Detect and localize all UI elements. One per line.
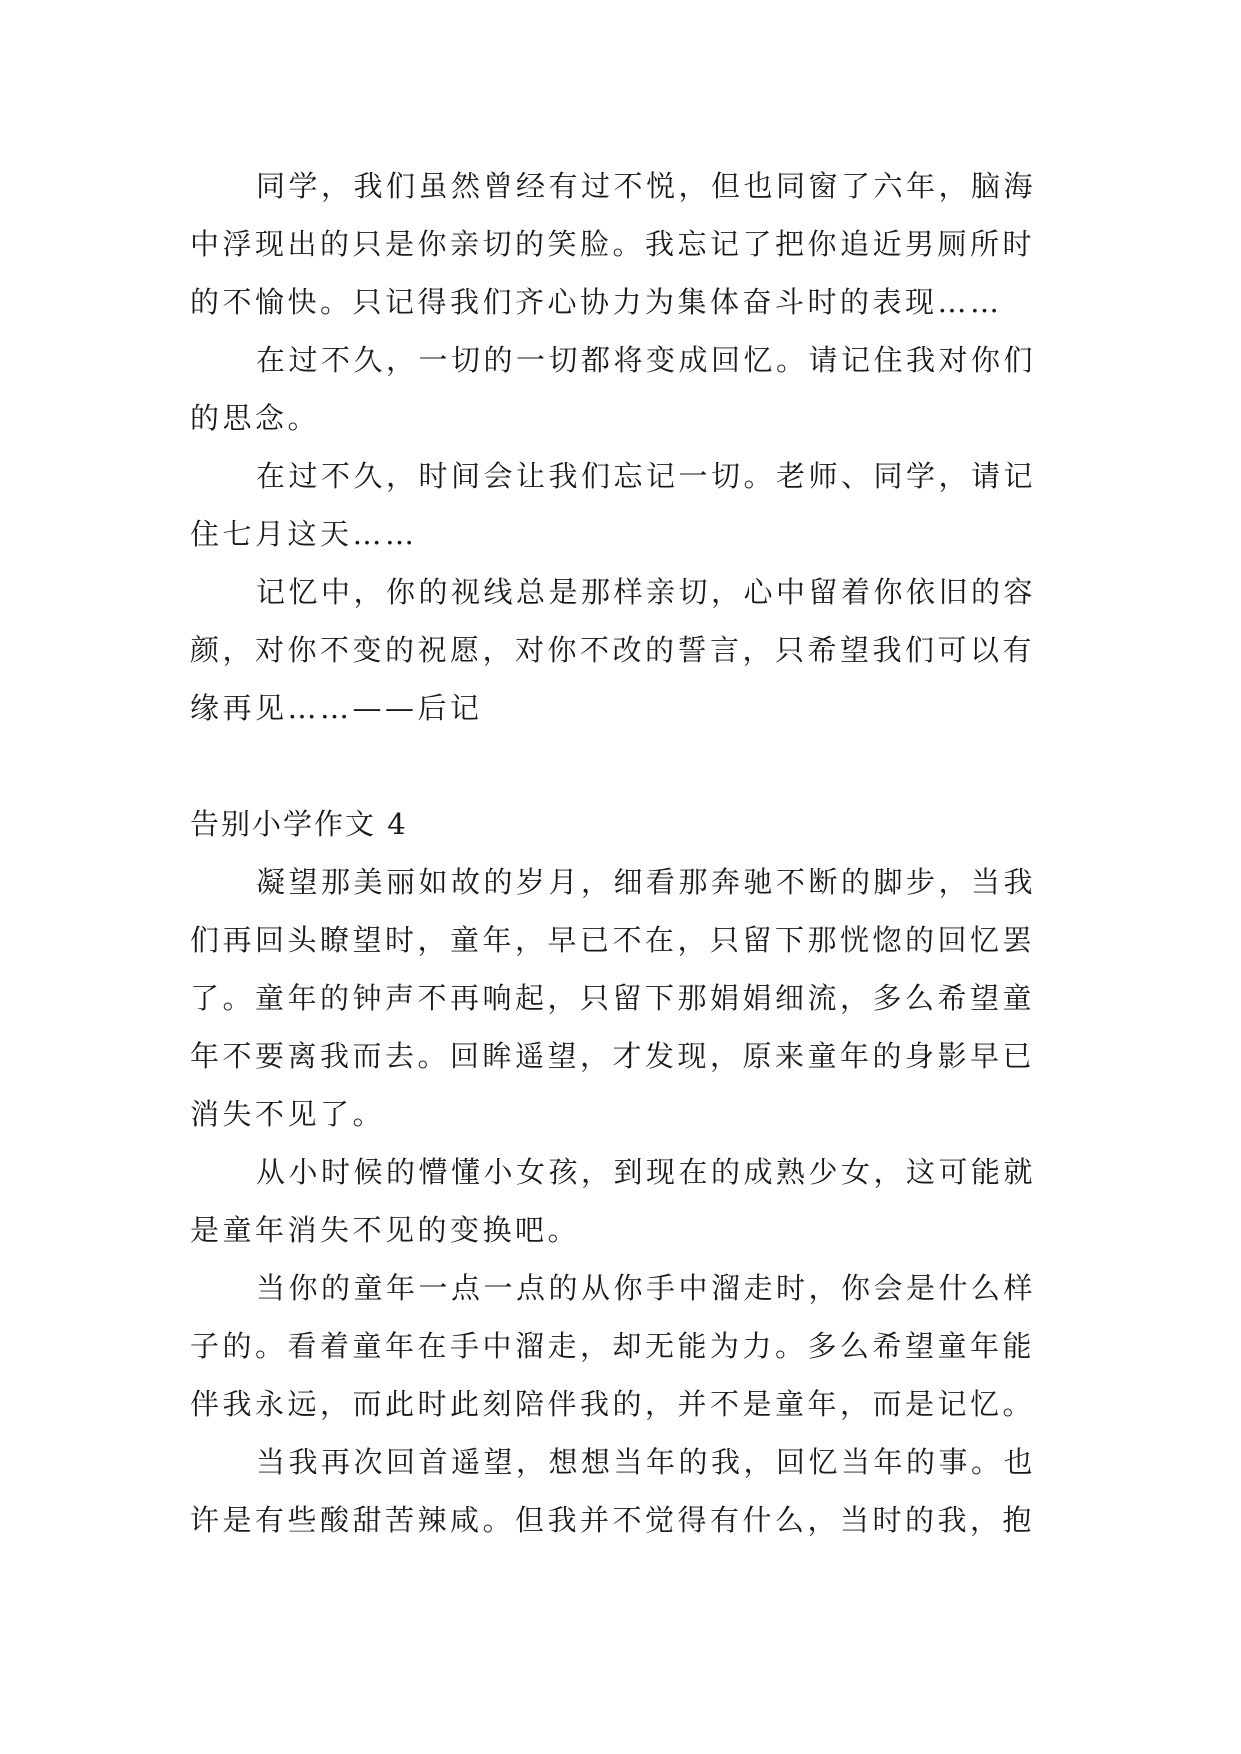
paragraph-line: 从小时候的懵懂小女孩，到现在的成熟少女，这可能就 xyxy=(256,1155,1037,1189)
paragraph-line: 同学，我们虽然曾经有过不悦，但也同窗了六年，脑海 xyxy=(256,169,1037,203)
paragraph-line: 年不要离我而去。回眸遥望，才发现，原来童年的身影早已 xyxy=(190,1039,1036,1073)
paragraph-line: 凝望那美丽如故的岁月，细看那奔驰不断的脚步，当我 xyxy=(256,865,1037,899)
paragraph-line: 当我再次回首遥望，想想当年的我，回忆当年的事。也 xyxy=(256,1445,1037,1479)
paragraph-line: 的思念。 xyxy=(190,401,321,435)
paragraph-line: 记忆中，你的视线总是那样亲切，心中留着你依旧的容 xyxy=(256,575,1037,609)
paragraph-line: 住七月这天…… xyxy=(190,517,418,551)
paragraph-line: 消失不见了。 xyxy=(190,1097,386,1131)
paragraph-line: 们再回头瞭望时，童年，早已不在，只留下那恍惚的回忆罢 xyxy=(190,923,1036,957)
paragraph-line: 在过不久，时间会让我们忘记一切。老师、同学，请记 xyxy=(256,459,1037,493)
paragraph-line: 了。童年的钟声不再响起，只留下那娟娟细流，多么希望童 xyxy=(190,981,1036,1015)
paragraph-line: 在过不久，一切的一切都将变成回忆。请记住我对你们 xyxy=(256,343,1037,377)
paragraph-line: 许是有些酸甜苦辣咸。但我并不觉得有什么，当时的我，抱 xyxy=(190,1503,1036,1537)
section-heading: 告别小学作文 4 xyxy=(190,807,408,841)
paragraph-line: 是童年消失不见的变换吧。 xyxy=(190,1213,581,1247)
paragraph-line: 子的。看着童年在手中溜走，却无能为力。多么希望童年能 xyxy=(190,1329,1036,1363)
paragraph-line: 颜，对你不变的祝愿，对你不改的誓言，只希望我们可以有 xyxy=(190,633,1036,667)
paragraph-line: 中浮现出的只是你亲切的笑脸。我忘记了把你追近男厕所时 xyxy=(190,227,1036,261)
paragraph-line: 的不愉快。只记得我们齐心协力为集体奋斗时的表现…… xyxy=(190,285,1003,319)
paragraph-line: 缘再见……——后记 xyxy=(190,691,483,725)
paragraph-line: 伴我永远，而此时此刻陪伴我的，并不是童年，而是记忆。 xyxy=(190,1387,1036,1421)
paragraph-line: 当你的童年一点一点的从你手中溜走时，你会是什么样 xyxy=(256,1271,1037,1305)
